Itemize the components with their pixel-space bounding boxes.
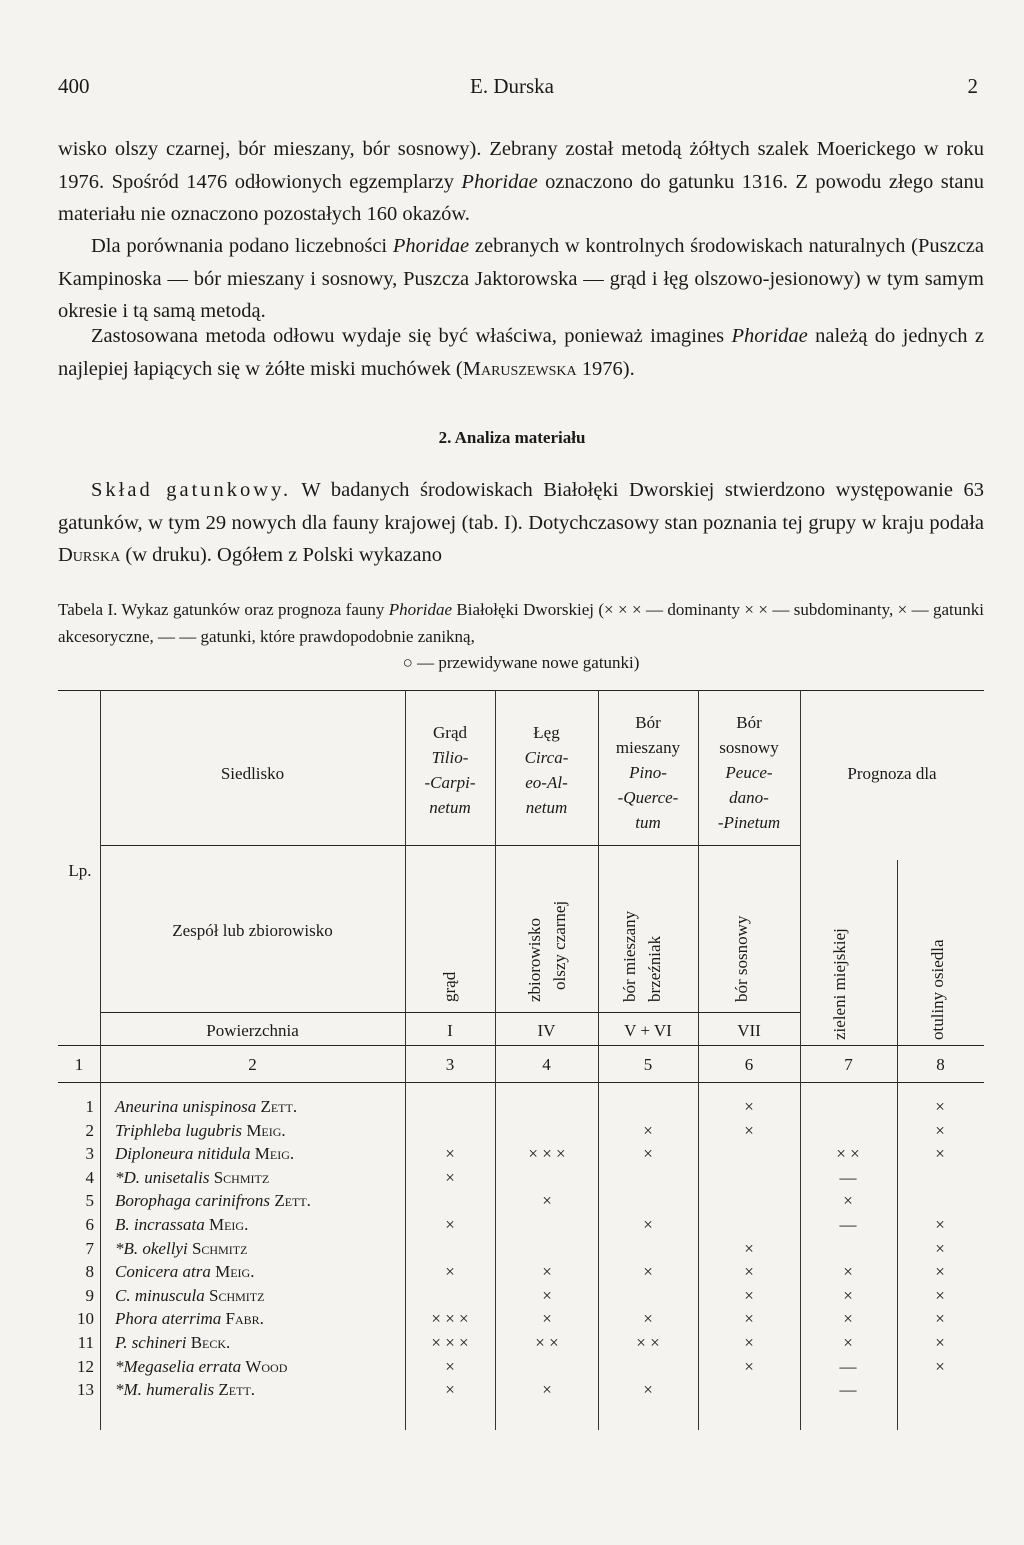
species-genus: *B. okellyi [115, 1238, 188, 1258]
table-row [58, 1144, 984, 1168]
prognoza-label: Prognoza dla [847, 764, 937, 783]
area-rule [100, 1012, 800, 1013]
species-author: Zett. [274, 1191, 311, 1211]
row-number: 13 [77, 1380, 94, 1400]
species-genus: *D. unisetalis [115, 1167, 210, 1187]
species-genus: B. incrassata [115, 1215, 205, 1234]
mark-c4: × [542, 1191, 552, 1211]
mark-c5: × [643, 1120, 653, 1140]
mark-c3: × [445, 1144, 455, 1164]
mark-c8: × [935, 1333, 945, 1352]
row-number: 5 [85, 1191, 94, 1211]
mark-c7: × [843, 1285, 853, 1305]
mark-c4: × [542, 1309, 552, 1329]
mark-c7: × [843, 1262, 853, 1282]
table-row [58, 1309, 984, 1333]
row-number: 3 [85, 1144, 94, 1164]
species-name [115, 1380, 255, 1400]
table-row [58, 1168, 984, 1192]
siedlisko-label: Siedlisko [220, 764, 285, 783]
species-author: Zett. [218, 1380, 256, 1400]
row-number: 10 [77, 1309, 94, 1329]
paragraph-3: Zastosowana metoda odłowu wydaje się być właściwa, ponieważ imagines Phoridae należą do jednych z najlepiej łapiących się w żółte miski muchówek (Maruszewska 1976). [58, 325, 984, 380]
mark-c3: × [445, 1356, 455, 1376]
zespol-label: Zespół lub zbiorowisko [172, 921, 333, 940]
row-number: 2 [85, 1120, 94, 1140]
mark-c5: × [643, 1215, 653, 1234]
community-otuliny: otuliny osiedla [928, 939, 947, 1040]
mark-c5: × × [636, 1333, 660, 1352]
mark-c7: × [843, 1191, 853, 1211]
mark-c5: × [643, 1144, 653, 1164]
mark-c6: × [744, 1309, 754, 1329]
row-number: 11 [77, 1333, 94, 1352]
colnum: 3 [445, 1055, 455, 1074]
species-author: Meig. [208, 1215, 249, 1234]
species-author: Meig. [246, 1120, 286, 1140]
table-row [58, 1239, 984, 1263]
community-grad: grąd [440, 971, 459, 1002]
mark-c8: × [935, 1285, 945, 1305]
species-genus: Phora aterrima [115, 1309, 222, 1329]
species-author: Zett. [260, 1097, 298, 1116]
mark-c7: × [843, 1333, 853, 1352]
species-name [115, 1191, 311, 1211]
colnum: 4 [542, 1055, 551, 1074]
table-row [58, 1262, 984, 1286]
mark-c3: × [445, 1167, 455, 1187]
table-row [58, 1191, 984, 1215]
table-row [58, 1286, 984, 1310]
species-author: Schmitz [208, 1285, 265, 1305]
community-zbiorowisko: zbiorowisko [525, 917, 544, 1002]
mark-c8: × [935, 1309, 945, 1329]
mark-c7: — [839, 1215, 857, 1234]
table-caption: Tabela I. Wykaz gatunków oraz prognoza fauny Phoridae Białołęki Dworskiej (× × × — dominanty × × — subdominanty, × — gatunki akcesoryczne, — — gatunki, które prawdopodobnie zanikną, ○ — przewidywane nowe gatunki) [58, 600, 984, 672]
colnum: 1 [74, 1055, 84, 1074]
mark-c6: × [744, 1120, 754, 1140]
mark-c6: × [744, 1238, 754, 1258]
species-genus: Triphleba lugubris [115, 1120, 243, 1140]
species-name [115, 1215, 248, 1235]
table-row [58, 1215, 984, 1239]
mark-c4: × [542, 1380, 552, 1400]
area-grad: I [447, 1021, 453, 1040]
mark-c5: × [643, 1380, 653, 1400]
mark-c4: × × × [528, 1144, 566, 1164]
row-number: 12 [77, 1356, 94, 1376]
mark-c3: × [445, 1262, 455, 1282]
community-zieleni: zieleni miejskiej [830, 928, 849, 1040]
species-genus: *M. humeralis [115, 1380, 215, 1400]
section-title: 2. Analiza materiału [438, 428, 586, 447]
row-number: 1 [85, 1097, 94, 1116]
row-number: 8 [85, 1262, 94, 1282]
species-genus: Aneurina unispinosa [115, 1097, 257, 1116]
species-genus: Borophaga carinifrons [115, 1191, 271, 1211]
mark-c7: × [843, 1309, 853, 1329]
lp-label: Lp. [68, 861, 92, 880]
mark-c6: × [744, 1285, 754, 1305]
area-bor-mieszany: V + VI [624, 1021, 672, 1040]
species-name [115, 1357, 287, 1377]
species-author: Fabr. [225, 1309, 264, 1329]
species-genus: C. minuscula [115, 1285, 205, 1305]
species-name [115, 1286, 264, 1306]
mark-c7: — [839, 1167, 857, 1187]
row-number: 4 [85, 1167, 94, 1187]
mark-c5: × [643, 1262, 653, 1282]
habitat-bor-mieszany: Bór mieszany Pino- -Querce- tum [615, 713, 681, 832]
habitat-grad: Grąd Tilio- -Carpi- netum [424, 723, 476, 817]
mark-c8: × [935, 1238, 945, 1258]
colnum: 7 [844, 1055, 853, 1074]
page-number: 400 [58, 74, 90, 98]
species-name [115, 1309, 264, 1329]
species-name [115, 1168, 269, 1188]
community-olszy: olszy czarnej [550, 900, 569, 990]
row-number: 7 [85, 1238, 94, 1258]
table-row [58, 1357, 984, 1381]
mark-c4: × × [535, 1333, 559, 1352]
species-name [115, 1097, 297, 1117]
species-author: Schmitz [191, 1238, 248, 1258]
mark-c6: × [744, 1333, 754, 1352]
mark-c3: × [445, 1215, 455, 1234]
colnum: 6 [744, 1055, 754, 1074]
table-top-rule [58, 690, 984, 691]
mark-c7: — [839, 1380, 857, 1400]
row-number: 6 [85, 1215, 94, 1234]
species-name [115, 1121, 286, 1141]
habitat-bor-sosnowy: Bór sosnowy Peuce- dano- -Pinetum [717, 713, 781, 832]
area-leg: IV [537, 1021, 556, 1040]
table-row [58, 1333, 984, 1357]
paragraph-4: Skład gatunkowy. W badanych środowiskach Białołęki Dworskiej stwierdzono występowanie 63 gatunków, w tym 29 nowych dla fauny krajowej (tab. I). Dotychczasowy stan poznania tej grupy w kraju podała Durska (w druku). Ogółem z Polski wykazano [58, 479, 985, 566]
area-bor-sosnowy: VII [737, 1021, 761, 1040]
mark-c5: × [643, 1309, 653, 1329]
species-name [115, 1239, 247, 1259]
habitat-rule [100, 845, 800, 846]
mark-c7: × × [836, 1144, 860, 1164]
table-colnum-rule-top [58, 1045, 984, 1046]
species-author: Schmitz [213, 1167, 270, 1187]
running-head-author: E. Durska [470, 74, 554, 98]
colnum: 5 [643, 1055, 653, 1074]
species-genus: P. schineri [115, 1333, 187, 1352]
species-name [115, 1144, 294, 1164]
habitat-leg: Łęg Circa- eo-Al- netum [524, 723, 569, 817]
community-bor-sosnowy: bór sosnowy [732, 915, 751, 1002]
mark-c7: — [839, 1356, 857, 1376]
species-genus: Conicera atra [115, 1262, 211, 1282]
row-number: 9 [85, 1285, 94, 1305]
mark-c4: × [542, 1262, 552, 1282]
paragraph-1: wisko olszy czarnej, bór mieszany, bór sosnowy). Zebrany został metodą żółtych szalek Moerickego w roku 1976. Spośród 1476 odłowionych egzemplarzy Phoridae oznaczono do gatunku 1316. Z powodu złego stanu materiału nie oznaczono pozostałych 160 okazów. [58, 138, 984, 225]
mark-c8: × [935, 1097, 945, 1116]
mark-c3: × × × [431, 1309, 469, 1329]
table-row [58, 1380, 984, 1404]
mark-c8: × [935, 1262, 945, 1282]
mark-c6: × [744, 1262, 754, 1282]
mark-c3: × [445, 1380, 455, 1400]
mark-c4: × [542, 1285, 552, 1305]
powierzchnia-label: Powierzchnia [206, 1021, 299, 1040]
species-author: Meig. [215, 1262, 255, 1282]
colnum: 2 [248, 1055, 257, 1074]
table-row [58, 1097, 984, 1121]
mark-c8: × [935, 1215, 945, 1234]
species-name [115, 1262, 254, 1282]
species-author: Wood [245, 1356, 288, 1376]
mark-c3: × × × [431, 1333, 469, 1352]
species-genus: *Megaselia errata [115, 1356, 242, 1376]
species-author: Meig. [254, 1144, 295, 1164]
mark-c8: × [935, 1144, 945, 1164]
colnum: 8 [936, 1055, 945, 1074]
community-bor-mieszany: bór mieszany [620, 910, 639, 1002]
mark-c6: × [744, 1097, 754, 1116]
mark-c8: × [935, 1356, 945, 1376]
species-name [115, 1333, 230, 1353]
table-colnum-rule-bottom [58, 1082, 984, 1083]
paragraph-2: Dla porównania podano liczebności Phoridae zebranych w kontrolnych środowiskach naturalnych (Puszcza Kampinoska — bór mieszany i sosnowy, Puszcza Jaktorowska — grąd i łęg olszowo-jesionowy) w tym samym okresie i tą samą metodą. [58, 235, 984, 322]
issue-number: 2 [967, 74, 978, 98]
table-row [58, 1121, 984, 1145]
species-genus: Diploneura nitidula [115, 1144, 251, 1164]
community-brzezniak: brzeźniak [645, 935, 664, 1002]
species-author: Beck. [190, 1333, 231, 1352]
mark-c6: × [744, 1356, 754, 1376]
mark-c8: × [935, 1120, 945, 1140]
